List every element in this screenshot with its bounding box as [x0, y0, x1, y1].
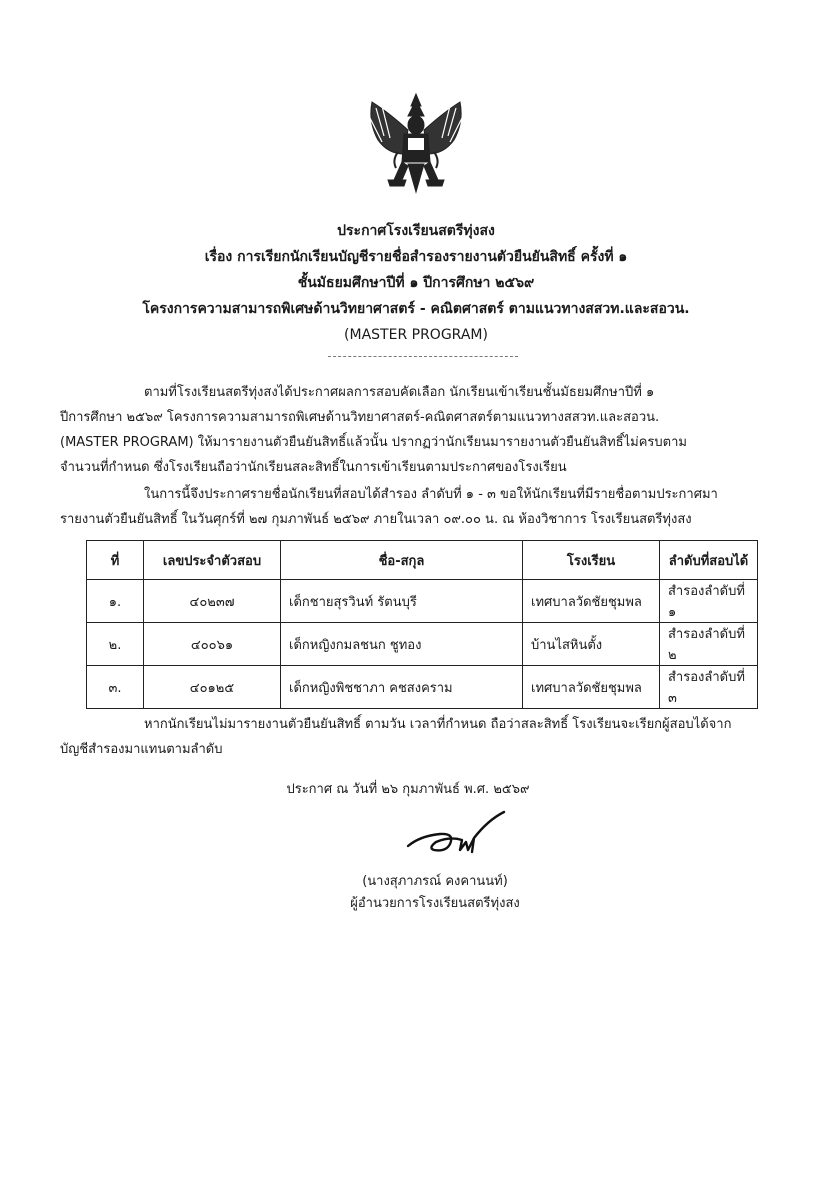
- column-header-no: ที่: [87, 541, 144, 580]
- paragraph-line: ปีการศึกษา ๒๕๖๙ โครงการความสามารถพิเศษด้านวิทยาศาสตร์-คณิตศาสตร์ตามแนวทางสสวท.และสอวน.: [60, 410, 660, 425]
- announcement-program: โครงการความสามารถพิเศษด้านวิทยาศาสตร์ - คณิตศาสตร์ ตามแนวทางสสวท.และสอวน.: [142, 301, 690, 317]
- announcement-title: ประกาศโรงเรียนสตรีทุ่งสง: [337, 223, 495, 239]
- cell-school: เทศบาลวัดชัยชุมพล: [523, 580, 660, 623]
- cell-exam-id: ๔๐๒๓๗: [144, 580, 281, 623]
- cell-no: ๒.: [87, 623, 144, 666]
- table-row: [87, 666, 758, 709]
- column-header-name: ชื่อ-สกุล: [281, 541, 523, 580]
- cell-exam-id: ๔๐๑๒๕: [144, 666, 281, 709]
- paragraph-line: ในการนี้จึงประกาศรายชื่อนักเรียนที่สอบได้สำรอง ลำดับที่ ๑ - ๓ ขอให้นักเรียนที่มีรายชื่อตามประกาศมา: [144, 487, 718, 502]
- paragraph-line: บัญชีสำรองมาแทนตามลำดับ: [60, 742, 223, 757]
- cell-name: เด็กหญิงพิชชาภา คชสงคราม: [281, 666, 523, 709]
- reserve-list-table: [86, 540, 758, 709]
- garuda-emblem-icon: [358, 92, 474, 200]
- announcement-subject: เรื่อง การเรียกนักเรียนบัญชีรายชื่อสำรองรายงานตัวยืนยันสิทธิ์ ครั้งที่ ๑: [204, 249, 628, 265]
- paragraph-line: ตามที่โรงเรียนสตรีทุ่งสงได้ประกาศผลการสอบคัดเลือก นักเรียนเข้าเรียนชั้นมัธยมศึกษาปีที่ ๑: [144, 385, 655, 400]
- cell-school: บ้านไสหินตั้ง: [523, 623, 660, 666]
- announcement-date: ประกาศ ณ วันที่ ๒๖ กุมภาพันธ์ พ.ศ. ๒๕๖๙: [286, 782, 530, 797]
- cell-name: เด็กชายสุรวินท์ รัตนบุรี: [281, 580, 523, 623]
- signer-name: (นางสุภาภรณ์ คงคานนท์): [362, 874, 508, 889]
- handwritten-signature: [400, 806, 510, 862]
- cell-rank: สำรองลำดับที่ ๓: [660, 666, 758, 709]
- paragraph-line: รายงานตัวยืนยันสิทธิ์ ในวันศุกร์ที่ ๒๗ กุมภาพันธ์ ๒๕๖๙ ภายในเวลา ๐๙.๐๐ น. ณ ห้องวิชาการ โรงเรียนสตรีทุ่งสง: [60, 512, 692, 527]
- announcement-level: ชั้นมัธยมศึกษาปีที่ ๑ ปีการศึกษา ๒๕๖๙: [297, 275, 535, 291]
- cell-no: ๓.: [87, 666, 144, 709]
- cell-name: เด็กหญิงกมลชนก ชูทอง: [281, 623, 523, 666]
- cell-rank: สำรองลำดับที่ ๑: [660, 580, 758, 623]
- table-header-row: [87, 541, 758, 580]
- column-header-rank: ลำดับที่สอบได้: [660, 541, 758, 580]
- table-row: [87, 580, 758, 623]
- paragraph-line: (MASTER PROGRAM) ให้มารายงานตัวยืนยันสิทธิ์แล้วนั้น ปรากฏว่านักเรียนมารายงานตัวยืนยันสิทธิ์ไม่ครบตาม: [60, 435, 687, 450]
- column-header-exam-id: เลขประจำตัวสอบ: [144, 541, 281, 580]
- table-row: [87, 623, 758, 666]
- signer-title: ผู้อำนวยการโรงเรียนสตรีทุ่งสง: [350, 896, 520, 911]
- paragraph-line: หากนักเรียนไม่มารายงานตัวยืนยันสิทธิ์ ตามวัน เวลาที่กำหนด ถือว่าสละสิทธิ์ โรงเรียนจะเรียกผู้สอบได้จาก: [144, 717, 732, 732]
- announcement-program-en: (MASTER PROGRAM): [344, 327, 488, 343]
- cell-no: ๑.: [87, 580, 144, 623]
- cell-rank: สำรองลำดับที่ ๒: [660, 623, 758, 666]
- paragraph-line: จำนวนที่กำหนด ซึ่งโรงเรียนถือว่านักเรียนสละสิทธิ์ในการเข้าเรียนตามประกาศของโรงเรียน: [60, 460, 567, 475]
- announcement-header: [60, 218, 772, 348]
- header-divider: [328, 356, 518, 357]
- column-header-school: โรงเรียน: [523, 541, 660, 580]
- cell-school: เทศบาลวัดชัยชุมพล: [523, 666, 660, 709]
- cell-exam-id: ๔๐๐๖๑: [144, 623, 281, 666]
